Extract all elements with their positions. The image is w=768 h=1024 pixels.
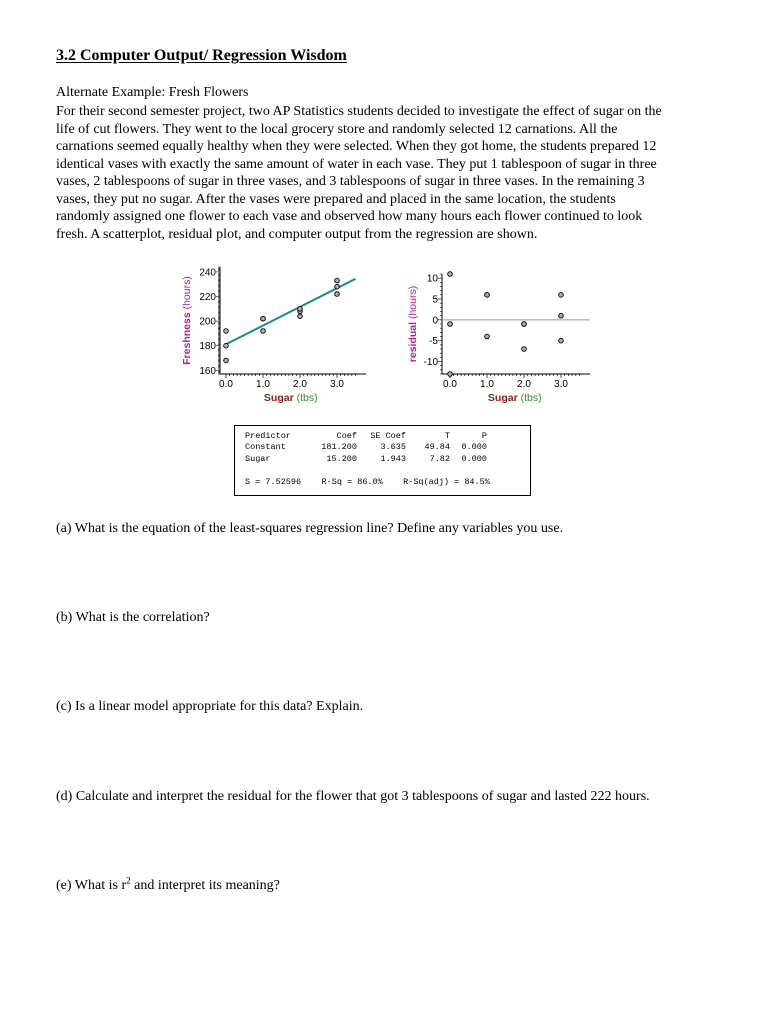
data-point <box>261 329 266 334</box>
table-cell: Sugar <box>245 453 271 464</box>
table-row <box>245 454 487 465</box>
y-tick-label: 220 <box>199 292 216 304</box>
residual-plot-svg <box>402 260 602 410</box>
table-cell: 15.200 <box>326 453 357 464</box>
intro-line: life of cut flowers. They went to the local grocery store and randomly selected 12 carnations. All the <box>56 121 618 137</box>
table-row <box>245 442 487 453</box>
regression-table <box>245 431 487 465</box>
y-tick-label: 200 <box>199 316 216 328</box>
data-point <box>522 322 527 327</box>
table-cell: 0.000 <box>461 453 487 464</box>
data-point <box>448 322 453 327</box>
x-tick-label: 1.0 <box>480 379 494 390</box>
scatterplot <box>176 260 376 415</box>
x-tick-label: 2.0 <box>293 379 307 390</box>
intro-line: randomly assigned one flower to each vase and observed how many hours each flower continued to look <box>56 209 643 224</box>
data-point <box>298 307 303 312</box>
x-tick-label: 2.0 <box>517 379 531 390</box>
y-axis-label-main: Freshness <box>181 309 193 365</box>
scatterplot-svg <box>176 260 376 410</box>
header-p: P <box>481 431 487 441</box>
question-d: (d) Calculate and interpret the residual for the flower that got 3 tablespoons of sugar and lasted 222 hours. <box>56 789 650 804</box>
intro-paragraph <box>56 103 712 243</box>
data-point <box>485 334 490 339</box>
header-coef: Coef <box>336 431 357 441</box>
y-axis-label <box>181 276 193 365</box>
y-tick-label: 240 <box>199 267 216 279</box>
data-point <box>224 358 229 363</box>
x-axis-label-unit: (tbs) <box>520 392 542 404</box>
question-e <box>56 875 280 894</box>
intro-line: vases, they put no sugar. After the vases were prepared and placed in the same location, the students <box>56 191 616 207</box>
model-summary-stats: S = 7.52596 R-Sq = 86.0% R-Sq(adj) = 84.5% <box>245 477 490 487</box>
data-point <box>559 313 564 318</box>
question-b: (b) What is the correlation? <box>56 610 210 625</box>
question-c: (c) Is a linear model appropriate for this data? Explain. <box>56 699 364 714</box>
data-point <box>335 284 340 289</box>
y-tick-label: 0 <box>432 315 438 327</box>
data-point <box>448 272 453 277</box>
table-header-row <box>245 431 487 442</box>
question-e-text-end: and interpret its meaning? <box>130 878 280 893</box>
x-axis-label <box>488 392 542 404</box>
y-tick-label: -10 <box>423 357 438 368</box>
y-axis-label-unit: (hours) <box>181 276 193 310</box>
x-tick-label: 0.0 <box>219 379 233 390</box>
x-axis-label-unit: (tbs) <box>296 392 318 404</box>
y-tick-label: 10 <box>426 273 438 285</box>
intro-line: identical vases with exactly the same amount of water in each vase. They put 1 tablespoon of sugar in three <box>56 156 657 172</box>
x-tick-label: 0.0 <box>443 379 457 390</box>
y-axis-label <box>407 286 419 362</box>
x-axis-label-main: Sugar <box>263 392 297 404</box>
x-axis-label-main: Sugar <box>487 392 521 404</box>
table-cell: 181.200 <box>321 442 357 453</box>
y-tick-label: -5 <box>429 336 438 348</box>
y-tick-label: 160 <box>199 365 216 377</box>
data-point <box>559 293 564 298</box>
intro-line: vases, 2 tablespoons of sugar in three vases, and 3 tablespoons of sugar in three vases. In the remaining 3 <box>56 174 645 189</box>
table-cell: 0.000 <box>461 442 487 453</box>
question-a: (a) What is the equation of the least-squares regression line? Define any variables you use. <box>56 521 564 536</box>
y-tick-label: 180 <box>199 341 216 353</box>
data-point <box>559 338 564 343</box>
table-cell: 1.943 <box>380 453 406 464</box>
x-axis-label <box>264 392 318 404</box>
data-point <box>485 293 490 298</box>
y-axis-label-unit: (hours) <box>407 285 419 320</box>
question-e-text: (e) What is r <box>56 878 127 893</box>
data-point <box>335 292 340 297</box>
regression-output <box>234 425 531 496</box>
x-tick-label: 3.0 <box>554 379 568 390</box>
data-point <box>224 343 229 348</box>
x-tick-label: 3.0 <box>330 379 344 390</box>
residual-plot <box>402 260 602 415</box>
intro-line: fresh. A scatterplot, residual plot, and computer output from the regression are shown. <box>56 226 538 242</box>
y-axis-label-main: residual <box>407 319 419 363</box>
data-point <box>522 347 527 352</box>
table-cell: 7.82 <box>429 453 450 464</box>
data-point <box>448 372 453 377</box>
x-tick-label: 1.0 <box>256 379 270 390</box>
header-se-coef: SE Coef <box>370 431 406 441</box>
header-t: T <box>444 431 450 441</box>
table-cell: 3.635 <box>380 442 406 453</box>
data-point <box>224 329 229 334</box>
intro-line: For their second semester project, two AP Statistics students decided to investigate the effect of sugar on the <box>56 104 662 119</box>
example-heading: Alternate Example: Fresh Flowers <box>56 85 249 100</box>
data-point <box>261 316 266 321</box>
table-cell: Constant <box>245 442 286 453</box>
data-point <box>298 314 303 319</box>
intro-line: carnations seemed equally healthy when they were selected. When they got home, the students prepared 12 <box>56 139 657 154</box>
data-point <box>335 278 340 283</box>
y-tick-label: 5 <box>432 294 438 306</box>
page-title: 3.2 Computer Output/ Regression Wisdom <box>56 47 347 64</box>
table-cell: 49.84 <box>424 442 450 453</box>
header-predictor: Predictor <box>245 431 291 441</box>
question-e-superscript: 2 <box>126 875 131 886</box>
